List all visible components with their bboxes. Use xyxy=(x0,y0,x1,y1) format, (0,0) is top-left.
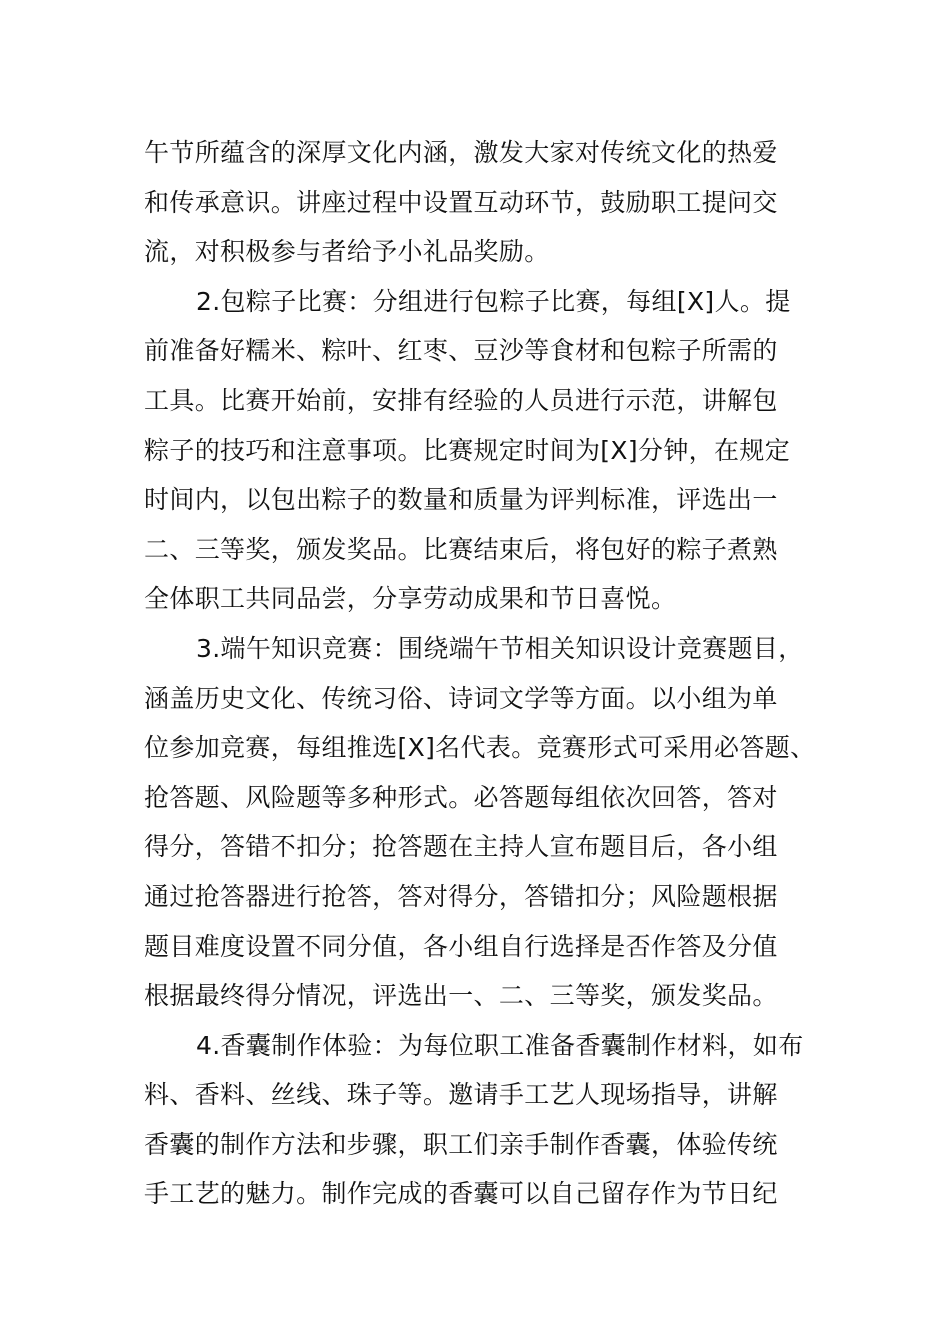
paragraph-first-line: 2.包粽子比赛：分组进行包粽子比赛，每组[X]人。提 xyxy=(196,286,791,316)
text-line: 涵盖历史文化、传统习俗、诗词文学等方面。以小组为单 xyxy=(144,683,778,713)
text-line: 根据最终得分情况，评选出一、二、三等奖，颁发奖品。 xyxy=(144,981,778,1011)
text-line: 和传承意识。讲座过程中设置互动环节，鼓励职工提问交 xyxy=(144,187,778,217)
text-line: 流，对积极参与者给予小礼品奖励。 xyxy=(144,237,550,267)
text-line: 香囊的制作方法和步骤，职工们亲手制作香囊，体验传统 xyxy=(144,1129,778,1159)
document-body-text xyxy=(144,128,844,1219)
paragraph-first-line: 4.香囊制作体验：为每位职工准备香囊制作材料，如布 xyxy=(196,1030,804,1060)
text-line: 二、三等奖，颁发奖品。比赛结束后，将包好的粽子煮熟 xyxy=(144,534,778,564)
paragraph-first-line: 3.端午知识竞赛：围绕端午节相关知识设计竞赛题目， xyxy=(196,633,804,663)
text-line: 手工艺的魅力。制作完成的香囊可以自己留存作为节日纪 xyxy=(144,1179,778,1209)
text-line: 抢答题、风险题等多种形式。必答题每组依次回答，答对 xyxy=(144,782,778,812)
text-line: 时间内，以包出粽子的数量和质量为评判标准，评选出一 xyxy=(144,485,778,515)
text-line: 位参加竞赛，每组推选[X]名代表。竞赛形式可采用必答题、 xyxy=(144,733,816,763)
text-line: 全体职工共同品尝，分享劳动成果和节日喜悦。 xyxy=(144,584,677,614)
text-line: 得分，答错不扣分；抢答题在主持人宣布题目后，各小组 xyxy=(144,832,778,862)
text-line: 题目难度设置不同分值，各小组自行选择是否作答及分值 xyxy=(144,931,778,961)
text-line: 通过抢答器进行抢答，答对得分，答错扣分；风险题根据 xyxy=(144,881,778,911)
text-line: 前准备好糯米、粽叶、红枣、豆沙等食材和包粽子所需的 xyxy=(144,336,778,366)
text-line: 料、香料、丝线、珠子等。邀请手工艺人现场指导，讲解 xyxy=(144,1080,778,1110)
text-line: 工具。比赛开始前，安排有经验的人员进行示范，讲解包 xyxy=(144,385,778,415)
text-line: 午节所蕴含的深厚文化内涵，激发大家对传统文化的热爱 xyxy=(144,138,778,167)
text-line: 粽子的技巧和注意事项。比赛规定时间为[X]分钟，在规定 xyxy=(144,435,791,465)
